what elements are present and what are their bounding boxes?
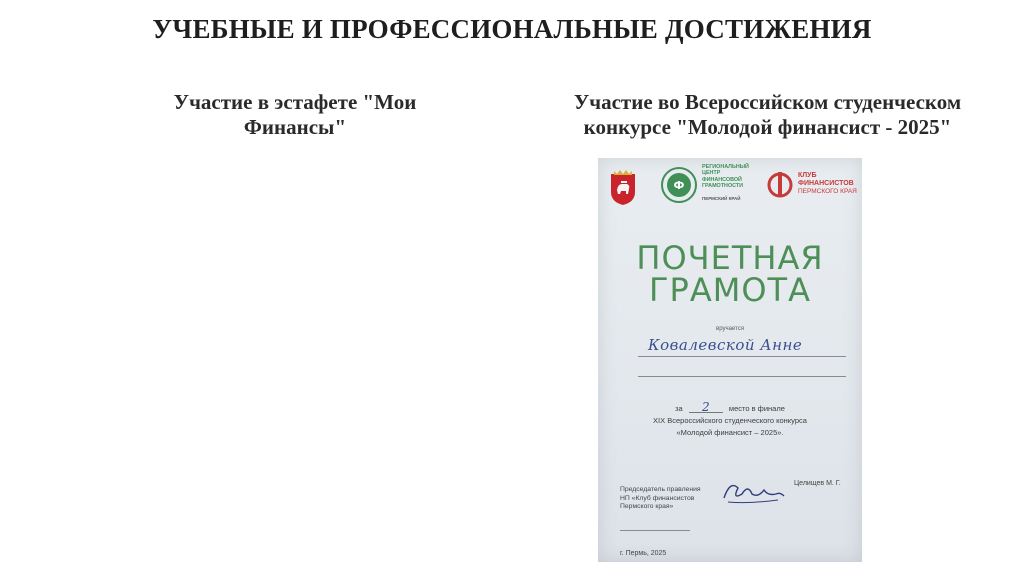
club-name-line-2: ФИНАНСИСТОВ xyxy=(798,180,854,187)
place-line xyxy=(598,402,862,413)
place-suffix: место в финале xyxy=(728,404,785,413)
chairman-line-3: Пермского края» xyxy=(620,503,674,510)
right-caption xyxy=(520,90,1015,140)
certificate-title-line-1: ПОЧЕТНАЯ xyxy=(636,239,824,277)
center-name-line-3: ФИНАНСОВОЙ xyxy=(702,176,742,183)
second-underline xyxy=(638,376,846,377)
club-name xyxy=(798,172,860,196)
regional-center-name xyxy=(702,164,764,189)
right-caption-line-1: Участие во Всероссийском студенческом xyxy=(573,90,962,114)
recipient-name: Ковалевской Анне xyxy=(648,336,803,354)
signature-underline xyxy=(620,530,690,531)
regional-center-logo-icon xyxy=(660,166,698,204)
certificate-title xyxy=(598,239,862,309)
contest-name: «Молодой финансист – 2025». xyxy=(676,428,784,437)
svg-text:Ф: Ф xyxy=(673,179,685,192)
certificate-photo xyxy=(598,158,862,562)
club-logo-icon xyxy=(766,170,796,198)
right-caption-line-2: конкурсе "Молодой финансист - 2025" xyxy=(583,115,952,139)
club-name-line-1: КЛУБ xyxy=(798,172,817,179)
coat-of-arms-icon xyxy=(608,168,638,206)
left-caption-line-2: Финансы" xyxy=(243,115,347,139)
center-name-line-1: РЕГИОНАЛЬНЫЙ xyxy=(702,164,749,170)
signer-name: Целищев М. Г. xyxy=(794,480,841,487)
center-name-line-4: ГРАМОТНОСТИ xyxy=(702,182,744,189)
name-underline xyxy=(638,356,846,357)
regional-center-region: ПЕРМСКИЙ КРАЙ xyxy=(702,196,741,201)
chairman-title xyxy=(620,486,710,512)
chairman-line-2: НП «Клуб финансистов xyxy=(620,494,695,502)
place-prefix: за xyxy=(675,404,683,413)
city-year: г. Пермь, 2025 xyxy=(620,550,667,557)
place-number: 2 xyxy=(689,402,723,413)
awarded-label: вручается xyxy=(716,326,744,332)
signature-icon xyxy=(718,474,788,508)
page-title: УЧЕБНЫЕ И ПРОФЕССИОНАЛЬНЫЕ ДОСТИЖЕНИЯ xyxy=(152,14,872,44)
certificate-title-line-2: ГРАМОТА xyxy=(649,271,811,309)
club-name-line-3: ПЕРМСКОГО КРАЯ xyxy=(798,188,857,195)
contest-line: XIX Всероссийского студенческого конкурса xyxy=(653,416,807,425)
left-caption-line-1: Участие в эстафете "Мои xyxy=(173,90,417,114)
center-name-line-2: ЦЕНТР xyxy=(702,170,721,177)
left-caption xyxy=(110,90,480,140)
chairman-line-1: Председатель правления xyxy=(620,486,701,493)
